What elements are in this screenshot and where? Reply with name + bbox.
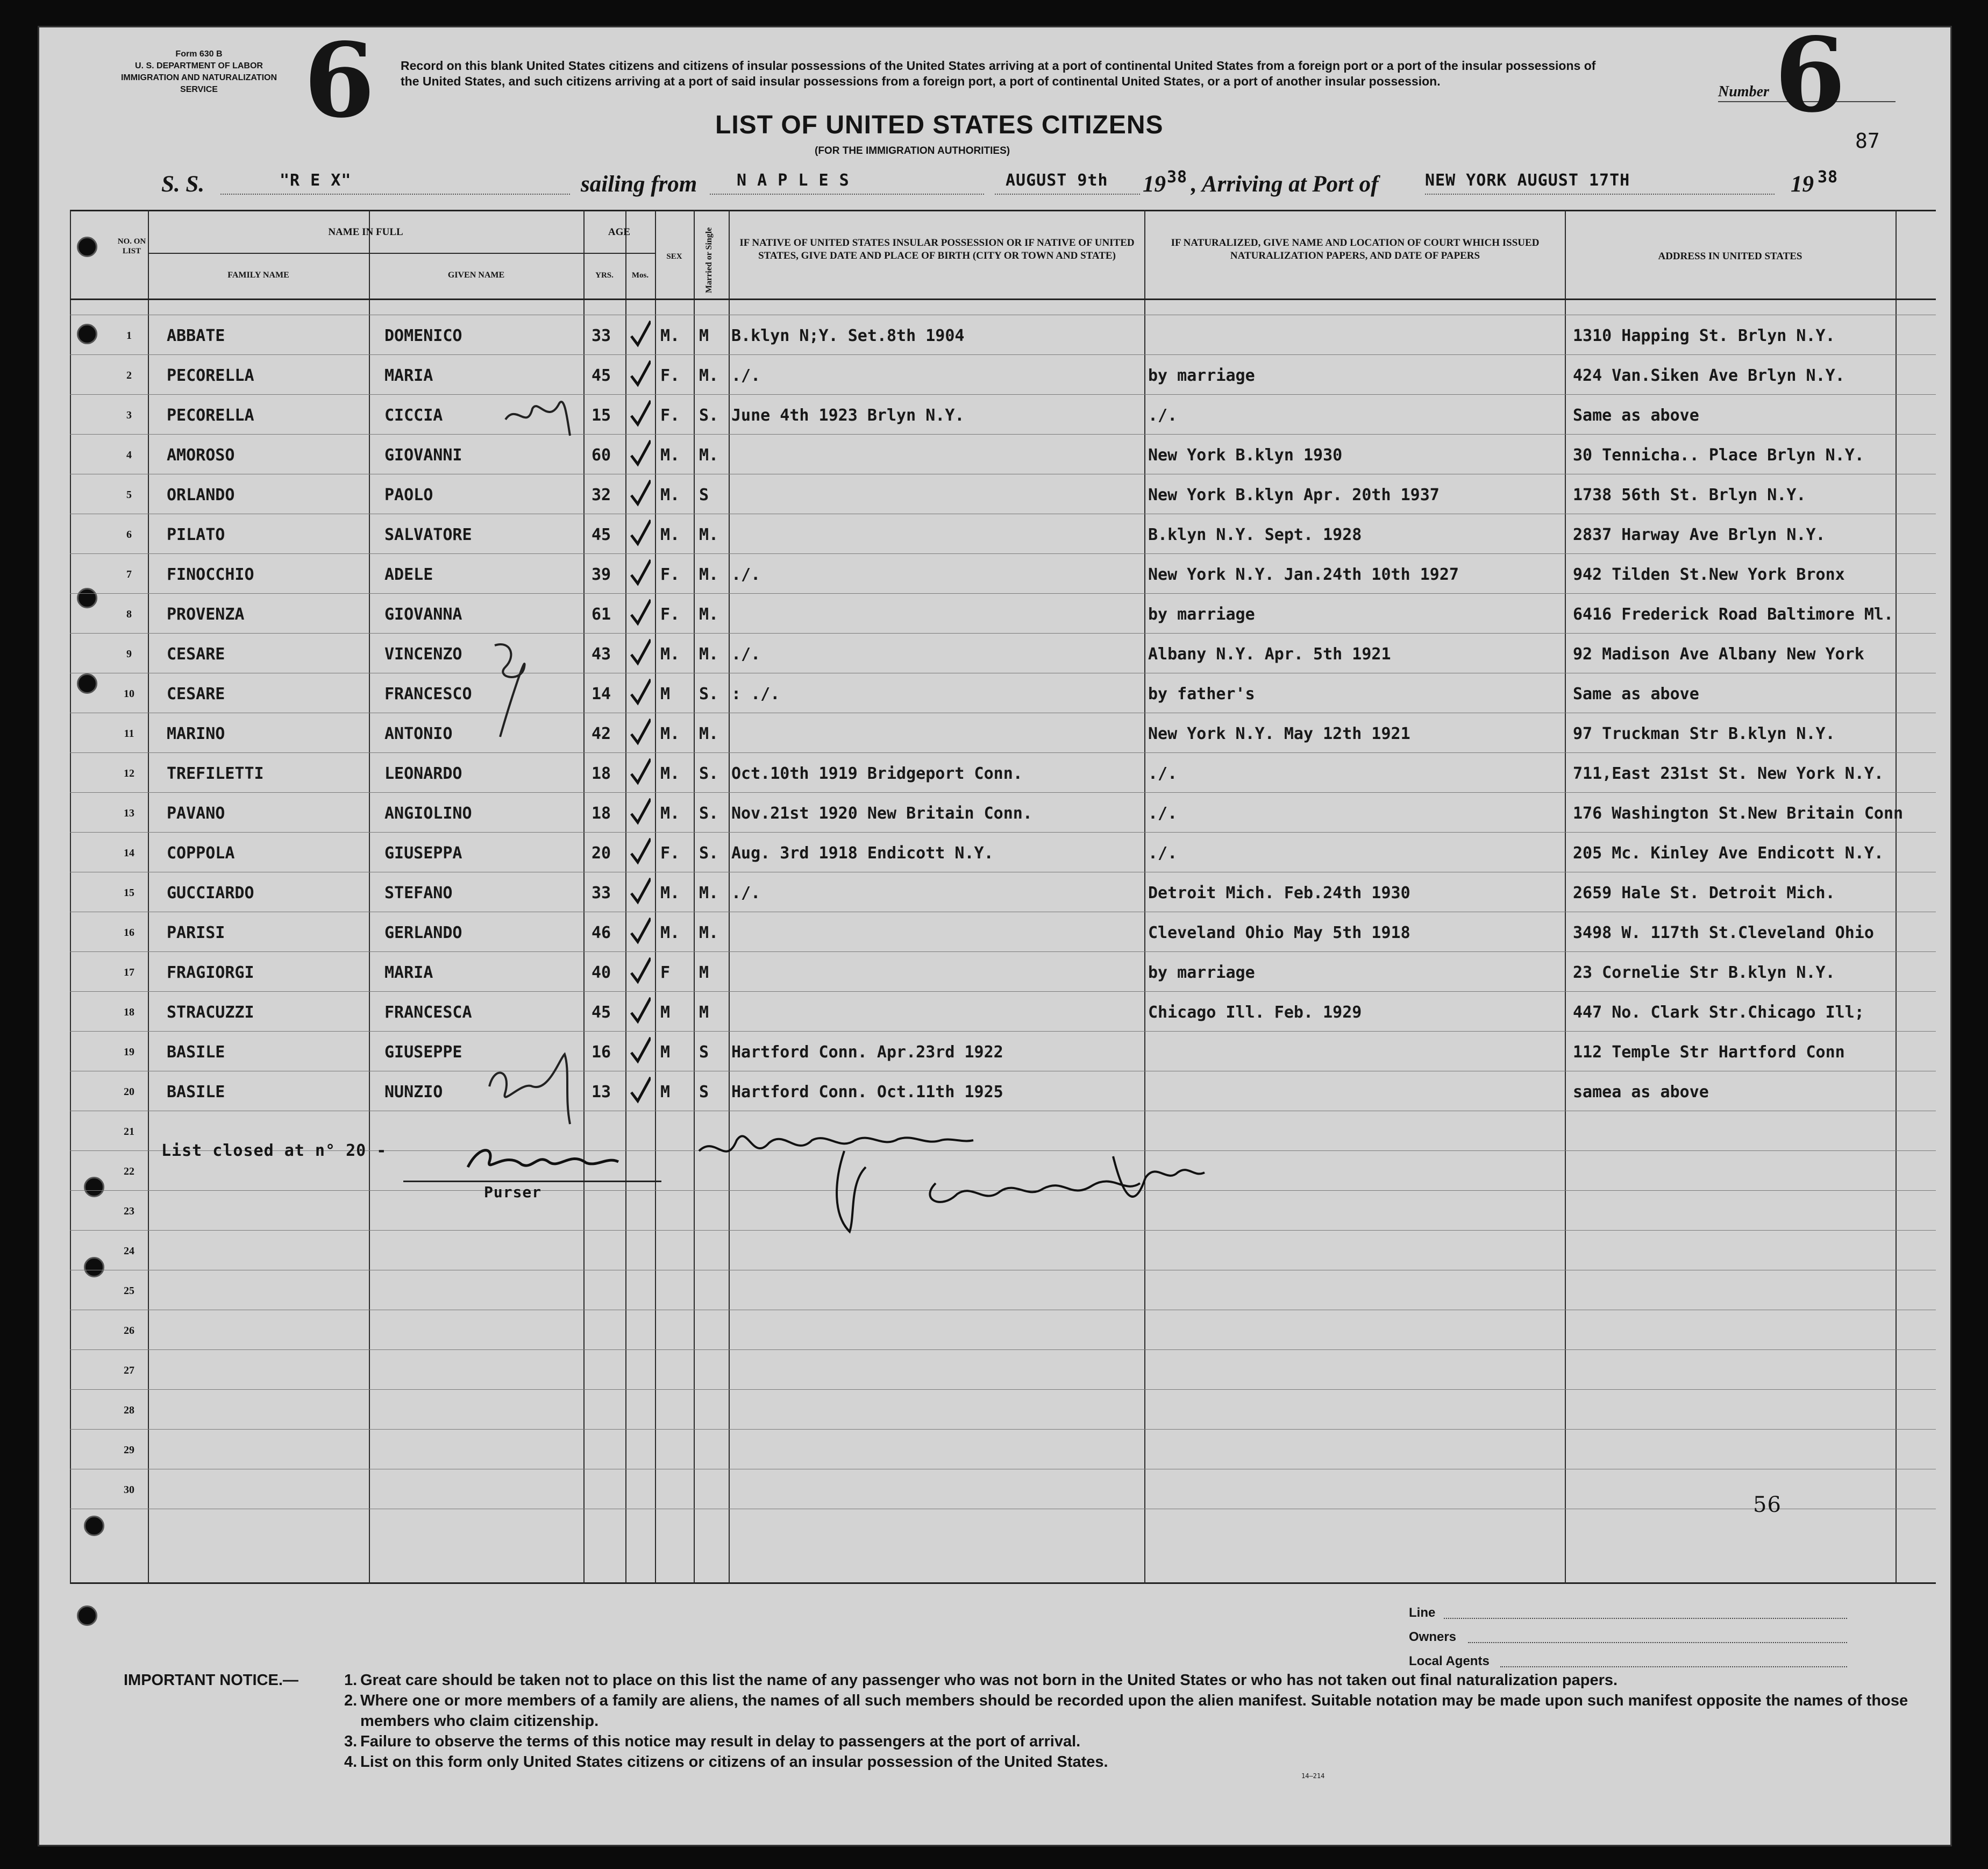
table-row	[0, 593, 1988, 633]
cell-family: CESARE	[167, 685, 225, 703]
cell-addr: 1738 56th St. Brlyn N.Y.	[1573, 486, 1806, 504]
check-mark-icon	[629, 477, 651, 509]
header-divider	[148, 253, 583, 254]
check-mark-icon	[629, 795, 651, 828]
cell-family: AMOROSO	[167, 446, 235, 465]
cell-age: 43	[592, 645, 611, 664]
cell-given: SALVATORE	[384, 525, 472, 544]
cell-family: ABBATE	[167, 326, 225, 345]
ss-label: S. S.	[161, 172, 205, 197]
notice-number: 1.	[344, 1672, 358, 1689]
cell-family: FINOCCHIO	[167, 565, 254, 584]
cell-given: VINCENZO	[384, 645, 462, 664]
notice-text: List on this form only United States citizens or citizens of an insular possession of the United States.	[360, 1753, 1108, 1771]
cell-given: CICCIA	[384, 406, 443, 425]
cell-family: PAVANO	[167, 804, 225, 823]
notice-number: 3.	[344, 1733, 358, 1750]
handwritten-mark	[484, 1049, 586, 1129]
page-number: 87	[1855, 129, 1880, 153]
line-label: Line	[1409, 1605, 1436, 1620]
cell-nat: B.klyn N.Y. Sept. 1928	[1148, 525, 1362, 544]
port-from: N A P L E S	[737, 171, 850, 190]
cell-birth: June 4th 1923 Brlyn N.Y.	[731, 406, 965, 425]
cell-given: GIUSEPPE	[384, 1043, 462, 1062]
check-mark-icon	[629, 437, 651, 470]
header-divider	[583, 253, 655, 254]
row-number: 25	[124, 1285, 134, 1297]
cell-sex: F.	[660, 844, 680, 863]
cell-nat: ./.	[1148, 406, 1178, 425]
cell-age: 46	[592, 923, 611, 942]
check-mark-icon	[629, 994, 651, 1027]
col-header-family: FAMILY NAME	[227, 271, 289, 280]
purser-label: Purser	[484, 1183, 542, 1201]
cell-given: STEFANO	[384, 884, 453, 902]
row-number: 2	[126, 369, 132, 381]
cell-ms: M.	[699, 565, 719, 584]
col-header-name: NAME IN FULL	[328, 226, 403, 238]
table-row	[0, 1310, 1988, 1349]
year-prefix-from: 19	[1143, 172, 1166, 197]
cell-birth: Aug. 3rd 1918 Endicott N.Y.	[731, 844, 994, 863]
check-mark-icon	[629, 318, 651, 350]
check-mark-icon	[629, 716, 651, 748]
cell-age: 42	[592, 724, 611, 743]
check-mark-icon	[629, 557, 651, 589]
cell-sex: M.	[660, 884, 680, 902]
cell-nat: by father's	[1148, 685, 1255, 703]
col-header-naturalized: IF NATURALIZED, GIVE NAME AND LOCATION OF COURT WHICH ISSUED NATURALIZATION PAPERS, AND DATE OF PAPERS	[1171, 237, 1540, 261]
cell-birth: : ./.	[731, 685, 780, 703]
cell-age: 40	[592, 963, 611, 982]
cell-age: 14	[592, 685, 611, 703]
cell-sex: M	[660, 1083, 671, 1101]
cell-addr: 942 Tilden St.New York Bronx	[1573, 565, 1845, 584]
row-number: 21	[124, 1126, 134, 1138]
table-row	[0, 315, 1988, 354]
cell-age: 18	[592, 804, 611, 823]
cell-birth: ./.	[731, 366, 761, 385]
check-mark-icon	[629, 875, 651, 907]
cell-family: PECORELLA	[167, 406, 254, 425]
cell-addr: 23 Cornelie Str B.klyn N.Y.	[1573, 963, 1835, 982]
check-mark-icon	[629, 915, 651, 947]
cell-birth: ./.	[731, 645, 761, 664]
cell-given: MARIA	[384, 366, 433, 385]
table-row	[0, 633, 1988, 673]
cell-given: GIOVANNI	[384, 446, 462, 465]
date-from: AUGUST 9th	[1006, 171, 1108, 190]
cell-ms: S	[699, 486, 709, 504]
row-number: 27	[124, 1365, 134, 1376]
cell-nat: ./.	[1148, 844, 1178, 863]
cell-ms: M.	[699, 724, 719, 743]
table-row	[0, 713, 1988, 752]
col-header-married: Married or Single	[704, 227, 714, 293]
purser-signature	[457, 1140, 629, 1178]
handwritten-mark	[500, 387, 575, 446]
cell-family: BASILE	[167, 1083, 225, 1101]
cell-nat: by marriage	[1148, 605, 1255, 624]
service: IMMIGRATION AND NATURALIZATION SERVICE	[120, 73, 277, 94]
cell-sex: M.	[660, 923, 680, 942]
table-row	[0, 1429, 1988, 1469]
cell-ms: S.	[699, 406, 719, 425]
cell-addr: 97 Truckman Str B.klyn N.Y.	[1573, 724, 1835, 743]
cell-age: 16	[592, 1043, 611, 1062]
arriving-label: , Arriving at Port of	[1191, 172, 1379, 197]
cell-nat: ./.	[1148, 804, 1178, 823]
owners-label: Owners	[1409, 1630, 1457, 1644]
table-row	[0, 673, 1988, 713]
cell-sex: F.	[660, 565, 680, 584]
table-row	[0, 792, 1988, 832]
cell-family: PARISI	[167, 923, 225, 942]
cell-given: MARIA	[384, 963, 433, 982]
cell-addr: 176 Washington St.New Britain Conn	[1573, 804, 1904, 823]
print-code: 14—214	[1301, 1772, 1325, 1780]
date-from-underline	[995, 194, 1140, 195]
cell-addr: 6416 Frederick Road Baltimore Ml.	[1573, 605, 1894, 624]
owners-field	[1468, 1642, 1847, 1643]
cell-sex: F.	[660, 605, 680, 624]
cell-given: PAOLO	[384, 486, 433, 504]
cell-sex: M.	[660, 326, 680, 345]
table-row	[0, 832, 1988, 872]
cell-ms: S.	[699, 764, 719, 783]
notice-text: Failure to observe the terms of this notice may result in delay to passengers at the port of arrival.	[360, 1733, 1081, 1750]
check-mark-icon	[629, 358, 651, 390]
cell-sex: M	[660, 1003, 671, 1022]
check-mark-icon	[629, 517, 651, 549]
col-header-birth: IF NATIVE OF UNITED STATES INSULAR POSSESSION OR IF NATIVE OF UNITED STATES, GIVE DATE AND PLACE OF BIRTH (CITY OR TOWN AND STATE)	[739, 237, 1135, 261]
cell-nat: New York B.klyn 1930	[1148, 446, 1343, 465]
cell-ms: M.	[699, 525, 719, 544]
table-row	[0, 1270, 1988, 1310]
cell-age: 33	[592, 884, 611, 902]
cell-ms: M	[699, 326, 709, 345]
department: U. S. DEPARTMENT OF LABOR	[135, 61, 263, 70]
cell-family: FRAGIORGI	[167, 963, 254, 982]
row-number: 29	[124, 1444, 134, 1456]
port-from-underline	[710, 194, 984, 195]
cell-ms: S	[699, 1083, 709, 1101]
table-row	[0, 474, 1988, 514]
col-header-age: AGE	[608, 226, 631, 238]
cell-ms: S	[699, 1043, 709, 1062]
row-number: 14	[124, 847, 134, 859]
cell-nat: Chicago Ill. Feb. 1929	[1148, 1003, 1362, 1022]
header-bottom	[70, 299, 1936, 300]
cell-ms: M.	[699, 645, 719, 664]
row-number: 9	[126, 648, 132, 660]
table-row	[0, 1071, 1988, 1111]
cell-sex: M.	[660, 525, 680, 544]
page-subtitle: (FOR THE IMMIGRATION AUTHORITIES)	[815, 145, 1010, 157]
cell-addr: 92 Madison Ave Albany New York	[1573, 645, 1864, 664]
cell-birth: Oct.10th 1919 Bridgeport Conn.	[731, 764, 1023, 783]
check-mark-icon	[629, 1034, 651, 1067]
table-row	[0, 1031, 1988, 1071]
cell-nat: New York N.Y. May 12th 1921	[1148, 724, 1410, 743]
cell-age: 33	[592, 326, 611, 345]
cell-given: NUNZIO	[384, 1083, 443, 1101]
cell-addr: 2659 Hale St. Detroit Mich.	[1573, 884, 1835, 902]
form-identifier	[102, 48, 296, 96]
agents-field	[1500, 1666, 1847, 1667]
table-row	[0, 991, 1988, 1031]
row-number: 16	[124, 927, 134, 939]
cell-addr: 205 Mc. Kinley Ave Endicott N.Y.	[1573, 844, 1884, 863]
cell-ms: M.	[699, 446, 719, 465]
cell-given: GIUSEPPA	[384, 844, 462, 863]
cell-given: LEONARDO	[384, 764, 462, 783]
line-field	[1444, 1618, 1847, 1619]
check-mark-icon	[629, 1074, 651, 1106]
row-number: 18	[124, 1006, 134, 1018]
cell-sex: M.	[660, 486, 680, 504]
cell-addr: Same as above	[1573, 685, 1699, 703]
cell-ms: M	[699, 963, 709, 982]
notice-number: 4.	[344, 1753, 358, 1771]
col-header-no: NO. ON LIST	[117, 237, 146, 255]
sailing-from-label: sailing from	[581, 172, 697, 197]
cell-sex: M.	[660, 645, 680, 664]
col-header-address: ADDRESS IN UNITED STATES	[1658, 251, 1802, 262]
table-row	[0, 434, 1988, 474]
page-title: LIST OF UNITED STATES CITIZENS	[715, 111, 1164, 139]
check-mark-icon	[629, 676, 651, 708]
cell-given: ANGIOLINO	[384, 804, 472, 823]
cell-sex: M.	[660, 724, 680, 743]
row-number: 20	[124, 1086, 134, 1098]
cell-birth: ./.	[731, 565, 761, 584]
row-number: 24	[124, 1245, 134, 1257]
table-row	[0, 872, 1988, 912]
cell-birth: Hartford Conn. Oct.11th 1925	[731, 1083, 1003, 1101]
cell-given: GIOVANNA	[384, 605, 462, 624]
form-number: Form 630 B	[175, 49, 223, 59]
cell-ms: M.	[699, 884, 719, 902]
cell-given: GERLANDO	[384, 923, 462, 942]
year-to: 38	[1818, 168, 1839, 187]
table-row	[0, 951, 1988, 991]
row-number: 15	[124, 887, 134, 899]
row-number: 28	[124, 1404, 134, 1416]
row-number: 26	[124, 1325, 134, 1337]
cell-given: ANTONIO	[384, 724, 453, 743]
list-closed-note: List closed at n° 20 -	[161, 1141, 387, 1160]
cell-ms: S.	[699, 804, 719, 823]
port-to: NEW YORK AUGUST 17TH	[1425, 171, 1630, 190]
row-number: 1	[126, 330, 132, 342]
corner-number: 56	[1753, 1493, 1782, 1517]
cell-age: 13	[592, 1083, 611, 1101]
cell-addr: 711,East 231st St. New York N.Y.	[1573, 764, 1884, 783]
cell-addr: 30 Tennicha.. Place Brlyn N.Y.	[1573, 446, 1864, 465]
cell-sex: M.	[660, 764, 680, 783]
notice-text: Where one or more members of a family are aliens, the names of all such members should be recorded upon the alien manifest. Suitable notation may be made upon such manifest opposite the names of those members who claim citizenship.	[360, 1692, 1908, 1730]
year-prefix-to: 19	[1791, 172, 1814, 197]
inspector-signature	[694, 1119, 1210, 1242]
cell-sex: M.	[660, 804, 680, 823]
cell-sex: M	[660, 685, 671, 703]
check-mark-icon	[629, 955, 651, 987]
important-notice	[124, 1670, 1914, 1772]
cell-given: ADELE	[384, 565, 433, 584]
ship-name: "R E X"	[280, 171, 352, 190]
cell-nat: Cleveland Ohio May 5th 1918	[1148, 923, 1410, 942]
handwritten-mark	[473, 635, 538, 748]
cell-family: MARINO	[167, 724, 225, 743]
cell-family: BASILE	[167, 1043, 225, 1062]
cell-nat: ./.	[1148, 764, 1178, 783]
cell-family: GUCCIARDO	[167, 884, 254, 902]
cell-age: 32	[592, 486, 611, 504]
col-header-given: GIVEN NAME	[447, 271, 505, 280]
cell-addr: samea as above	[1573, 1083, 1709, 1101]
cell-ms: S.	[699, 685, 719, 703]
cell-addr: 2837 Harway Ave Brlyn N.Y.	[1573, 525, 1826, 544]
port-to-underline	[1425, 194, 1775, 195]
cell-given: DOMENICO	[384, 326, 462, 345]
ship-underline	[220, 194, 570, 195]
cell-age: 18	[592, 764, 611, 783]
row-number: 12	[124, 768, 134, 779]
row-number: 4	[126, 449, 132, 461]
purser-signature-line	[403, 1181, 661, 1182]
row-number: 5	[126, 489, 132, 501]
table-row	[0, 514, 1988, 553]
notice-text: Great care should be taken not to place on this list the name of any passenger who was not born in the United States or who has not taken out final naturalization papers.	[360, 1672, 1618, 1689]
cell-family: TREFILETTI	[167, 764, 264, 783]
row-number: 10	[124, 688, 134, 700]
form-big-number-right: 6	[1775, 15, 1846, 135]
cell-birth: Nov.21st 1920 New Britain Conn.	[731, 804, 1032, 823]
cell-addr: Same as above	[1573, 406, 1699, 425]
row-number: 7	[126, 568, 132, 580]
cell-age: 45	[592, 1003, 611, 1022]
table-row	[0, 1389, 1988, 1429]
notice-number: 2.	[344, 1692, 358, 1709]
cell-sex: F.	[660, 406, 680, 425]
agents-label: Local Agents	[1409, 1654, 1490, 1668]
cell-ms: M.	[699, 605, 719, 624]
cell-nat: Detroit Mich. Feb.24th 1930	[1148, 884, 1410, 902]
row-number: 22	[124, 1166, 134, 1177]
table-row	[0, 1349, 1988, 1389]
table-row	[0, 553, 1988, 593]
cell-birth: B.klyn N;Y. Set.8th 1904	[731, 326, 965, 345]
cell-addr: 447 No. Clark Str.Chicago Ill;	[1573, 1003, 1864, 1022]
cell-sex: M	[660, 1043, 671, 1062]
cell-given: FRANCESCO	[384, 685, 472, 703]
cell-birth: Hartford Conn. Apr.23rd 1922	[731, 1043, 1003, 1062]
col-header-sex: SEX	[666, 252, 682, 261]
row-number: 23	[124, 1205, 134, 1217]
row-number: 3	[126, 409, 132, 421]
check-mark-icon	[629, 596, 651, 629]
cell-sex: F	[660, 963, 671, 982]
cell-family: PILATO	[167, 525, 225, 544]
cell-family: COPPOLA	[167, 844, 235, 863]
cell-age: 20	[592, 844, 611, 863]
number-label: Number	[1718, 83, 1769, 100]
check-mark-icon	[629, 397, 651, 430]
cell-family: PECORELLA	[167, 366, 254, 385]
cell-addr: 1310 Happing St. Brlyn N.Y.	[1573, 326, 1835, 345]
cell-age: 39	[592, 565, 611, 584]
cell-ms: M	[699, 1003, 709, 1022]
row-number: 30	[124, 1484, 134, 1496]
cell-family: STRACUZZI	[167, 1003, 254, 1022]
table-row	[0, 354, 1988, 394]
cell-addr: 112 Temple Str Hartford Conn	[1573, 1043, 1845, 1062]
cell-age: 15	[592, 406, 611, 425]
row-number: 8	[126, 608, 132, 620]
cell-birth: ./.	[731, 884, 761, 902]
row-number: 19	[124, 1046, 134, 1058]
check-mark-icon	[629, 835, 651, 868]
cell-family: PROVENZA	[167, 605, 245, 624]
cell-age: 60	[592, 446, 611, 465]
form-big-number-left: 6	[304, 20, 375, 140]
table-row	[0, 1469, 1988, 1509]
col-header-yrs: YRS.	[595, 271, 614, 280]
cell-family: CESARE	[167, 645, 225, 664]
cell-age: 45	[592, 525, 611, 544]
cell-nat: by marriage	[1148, 366, 1255, 385]
cell-addr: 424 Van.Siken Ave Brlyn N.Y.	[1573, 366, 1845, 385]
table-row	[0, 752, 1988, 792]
row-number: 11	[124, 728, 134, 740]
punch-hole	[77, 1605, 97, 1626]
cell-ms: M.	[699, 366, 719, 385]
cell-age: 61	[592, 605, 611, 624]
table-row	[0, 912, 1988, 951]
cell-addr: 3498 W. 117th St.Cleveland Ohio	[1573, 923, 1874, 942]
cell-nat: New York B.klyn Apr. 20th 1937	[1148, 486, 1440, 504]
cell-nat: by marriage	[1148, 963, 1255, 982]
row-number: 13	[124, 807, 134, 819]
check-mark-icon	[629, 636, 651, 669]
row-number: 17	[124, 967, 134, 978]
col-header-mos: Mos.	[631, 271, 649, 280]
cell-nat: New York N.Y. Jan.24th 10th 1927	[1148, 565, 1459, 584]
cell-ms: S.	[699, 844, 719, 863]
table-row	[0, 394, 1988, 434]
cell-age: 45	[592, 366, 611, 385]
row-number: 6	[126, 529, 132, 541]
cell-sex: F.	[660, 366, 680, 385]
check-mark-icon	[629, 756, 651, 788]
cell-ms: M.	[699, 923, 719, 942]
form-instructions: Record on this blank United States citizens and citizens of insular possessions of the United States arriving at a port of continental United States from a foreign port or a port of the insular possessions of the United States, and such citizens arriving at a port of said insular possessions from a foreign port, a port of continental United States, or a port of another insular possession.	[401, 59, 1596, 88]
cell-given: FRANCESCA	[384, 1003, 472, 1022]
cell-sex: M.	[660, 446, 680, 465]
cell-nat: Albany N.Y. Apr. 5th 1921	[1148, 645, 1391, 664]
notice-heading: IMPORTANT NOTICE.—	[124, 1672, 298, 1689]
cell-family: ORLANDO	[167, 486, 235, 504]
year-from: 38	[1167, 168, 1188, 187]
